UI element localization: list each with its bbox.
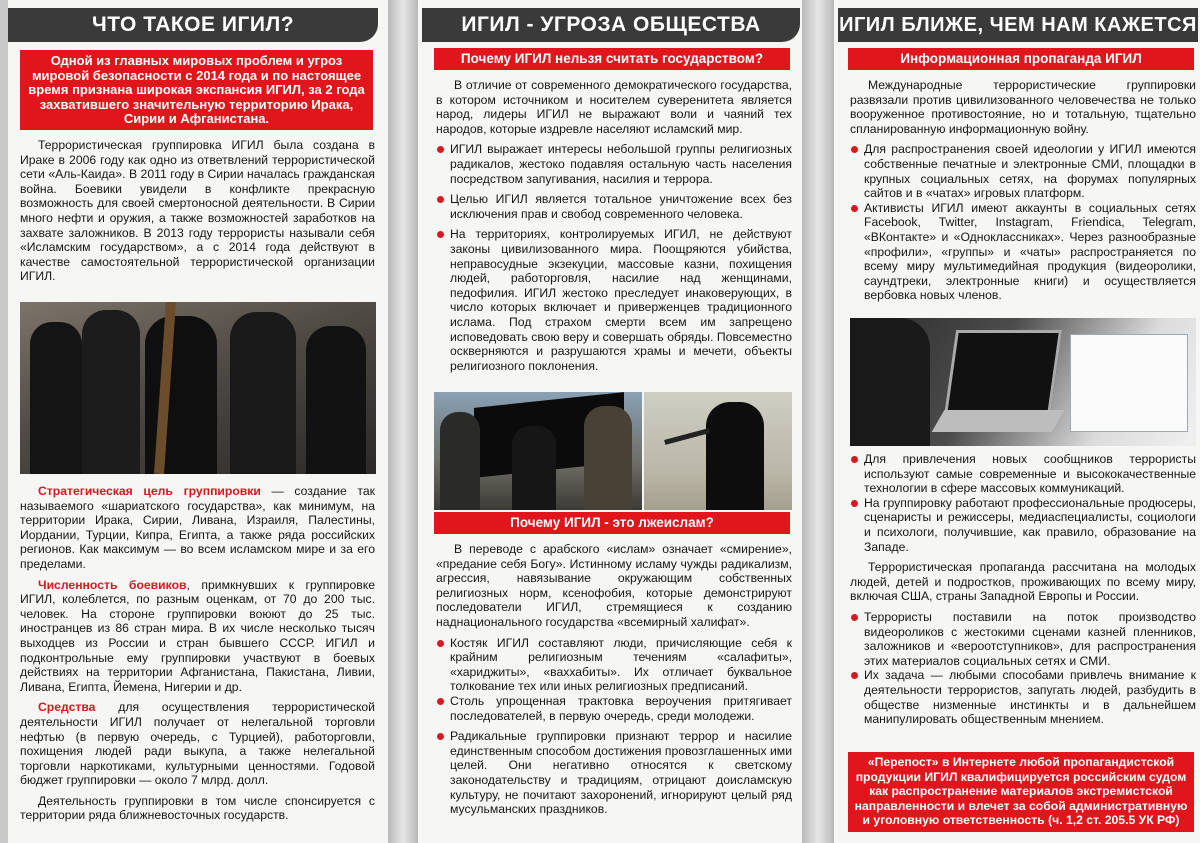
panel3-title: ИГИЛ БЛИЖЕ, ЧЕМ НАМ КАЖЕТСЯ [838,8,1198,42]
panel3-bullet-goal: Их задача — любыми способами привлечь внимание к деятельности террористов, запугать людей, разбудить в обществе низменные инстинкты и в дальнейшем манипулировать общественным мнением. [850,668,1196,726]
militants-photo [20,302,376,474]
panel2-bullet-rights: Целью ИГИЛ является тотальное уничтожение всех без исключения прав и свобод современного человека. [436,192,792,221]
panel2-bullet-radicals: ИГИЛ выражает интересы небольшой группы религиозных радикалов, жестоко подавляя остальную часть населения посредством запугивания, насилия и террора. [436,142,792,186]
panel2-bullet-territories: На территориях, контролируемых ИГИЛ, не действуют законы цивилизованного мира. Поощряются убийства, неправосудные экзекуции, массовые казни, похищения людей, работорговля, насилие над женщинами, педофилия. ИГИЛ жестоко преследует инаковерующих, в число которых включает и приверженцев традиционного ислама. Под страхом смерти всем им запрещено исповедовать свою веру и совершать обряды. Повсеместно оскверняются и разрушаются храмы и мечети, объекты религиозного поклонения. [436,227,792,373]
militant-figure-2 [82,310,140,474]
panel1-text-top [20,138,375,284]
panel2-question-false-islam: Почему ИГИЛ - это лжеислам? [434,512,790,534]
fighter-figure-3 [584,406,632,510]
bullet-icon [851,456,858,463]
laptop-propaganda-photo [850,318,1196,446]
bullet-icon [437,196,444,203]
panel3-bullet-media: Для распространения своей идеологии у ИГИЛ имеются собственные печатные и электронные СМИ, площадки в крупных социальных сетях, на форумах популярных сайтов и в «чатах» игровых платформ. [850,142,1196,200]
panel2-text-top [436,78,792,373]
funds-label: Средства [38,700,96,715]
panel2-text-bottom [436,542,792,817]
fighters-count-label: Численность боевиков [38,577,187,592]
panel1-title: ЧТО ТАКОЕ ИГИЛ? [8,8,378,42]
legal-warning-text: «Перепост» в Интернете любой пропагандистской продукции ИГИЛ квалифицируется российским судом как распространение материалов экстремистской направленности и влечет за собой административную и уголовную ответственность [854,755,1188,828]
panel2-question-state: Почему ИГИЛ нельзя считать государством? [434,48,790,70]
funds-text: для осуществления террористической деятельности ИГИЛ получает от нелегальной торговли нефтью (в первую очередь, с Турцией), работорговли, похищения людей ради выкупа, а также нелегальной торговли наркотиками, культурными ценностями. Годовой бюджет группировки — около 7 млрд. долл. [20,700,375,788]
militant-figure-5 [306,326,366,474]
panel2-paragraph-democracy: В отличие от современного демократического государства, в котором источником и носителем суверенитета является народ, лидеры ИГИЛ не выражают воли и чаяний тех народов, которые издревле населяют исламский мир. [436,78,792,136]
panel3-legal-warning [848,752,1194,832]
panel1-paragraph-sponsors: Деятельность группировки в том числе спонсируется с территории ряда ближневосточных государств. [20,793,375,823]
bullet-icon [437,733,444,740]
panel3-paragraph-target: Террористическая пропаганда рассчитана на молодых людей, детей и подростков, проживающих по всему миру, включая США, страны Западной Европы и России. [850,560,1196,604]
bullet-icon [851,614,858,621]
executioner-photo [644,392,792,510]
panel3-bullet-videos: Террористы поставили на поток производство видеороликов с жестокими сценами казней пленников, заложников и «вероотступников», для распространения этих материалов социальных сетях и СМИ. [850,610,1196,668]
panel1-intro-box: Одной из главных мировых проблем и угроз мировой безопасности с 2014 года и по настоящее время признана широкая экспансия ИГИЛ, за 2 года захватившего значительную территорию Ирака, Сирии и Афганистана. [20,50,373,130]
panel-what-is-isis [8,0,388,843]
executioner-figure [706,402,764,510]
panel3-text-bottom [850,452,1196,727]
panel-threat [418,0,802,843]
fighters-flag-photo [434,392,642,510]
panel2-paragraph-islam: В переводе с арабского «ислам» означает «смирение», «предание себя Богу». Истинному исламу чужды радикализм, агрессия, навязывание окружающим собственных религиозных норм, ксенофобия, которые демонстрируют последователи ИГИЛ, стремящиеся к созданию наднационального государства «всемирный халифат». [436,542,792,629]
panel3-subtitle: Информационная пропаганда ИГИЛ [848,48,1194,70]
bullet-icon [851,672,858,679]
browser-window [1070,334,1188,432]
strategy-text: — создание так называемого «шариатского государства», как минимум, на территории Ирака, Сирии, Ливана, Израиля, Палестины, Иордании, Турции, Кипра, Египта, а также ряда российских регионов. Как максимум — во всем исламском мире и за его пределами. [20,484,375,571]
strategy-label: Стратегическая цель группировки [38,484,261,498]
laptop-keyboard [932,410,1065,432]
panel1-paragraph-history: Террористическая группировка ИГИЛ была создана в Ираке в 2006 году как одно из ответвлений террористической сети «Аль-Каида». В 2011 году в Сирии началась гражданская война. Боевики увидели в конфликте прекрасную возможность для своей смертоносной деятельности. В Сирии много нефти и оружия, а также возможностей заработков на захвате заложников. В 2013 году террористы называли себя «Исламским государством», а с 2014 года действуют в качестве самостоятельной террористической организации ИГИЛ. [20,138,375,284]
bullet-icon [437,231,444,238]
panel3-paragraph-info-war: Международные террористические группировки развязали против цивилизованного человечества не только вооруженное противостояние, но и тотальную, тщательно спланированную информационную войну. [850,78,1196,136]
panel2-bullet-simplified: Столь упрощенная трактовка вероучения притягивает последователей, в первую очередь, среди молодежи. [436,694,792,723]
fighters-count-text: , примкнувших к группировке ИГИЛ, колеблется, по разным оценкам, от 70 до 200 тыс. человек. На стороне группировки воюют до 25 тыс. иностранцев из 86 стран мира. В их числе несколько тысяч выходцев из России и стран бывшего СССР. ИГИЛ и подконтрольные ему группировки участвуют в боевых действиях на территории Афганистана, Пакистана, Ливии, Ливана, Египта, Йемена, Нигерии и др. [20,577,376,694]
bullet-icon [851,500,858,507]
fighter-figure-1 [440,412,480,510]
knife-shape [664,428,710,445]
legal-warning-reference: (ч. 1,2 ст. 205.5 УК РФ) [1048,813,1180,828]
panel1-text-bottom [20,484,375,823]
bullet-icon [437,146,444,153]
militant-figure-1 [30,322,82,474]
laptop-screen [944,330,1062,416]
panel3-bullet-technology: Для привлечения новых сообщников террористы используют самые современные и высококачественные технологии в сфере массовых коммуникаций. [850,452,1196,496]
bullet-icon [437,698,444,705]
fold-right [802,0,834,843]
panel3-bullet-professionals: На группировку работают профессиональные продюсеры, сценаристы и режиссеры, медиаспециалисты, социологи и психологи, получившие, как правило, образование на Западе. [850,496,1196,554]
panel3-text-top [850,78,1196,303]
panel-closer-than-seems [834,0,1200,843]
bullet-icon [851,146,858,153]
militant-figure-4 [230,312,296,474]
hooded-figure [850,318,930,446]
panel3-bullet-accounts: Активисты ИГИЛ имеют аккаунты в социальных сетях Facebook, Twitter, Instagram, Friendica, Telegram, «ВКонтакте» и «Одноклассниках». Через разнообразные «профили», «группы» и «чаты» распространяется по всему миру мультимедийная продукция (видеоролики, саундтреки, электронные книги) и осуществляется вербовка новых членов. [850,201,1196,303]
bullet-icon [851,205,858,212]
bullet-icon [437,640,444,647]
fighter-figure-2 [512,426,556,510]
fold-left [388,0,418,843]
panel2-bullet-terror: Радикальные группировки признают террор и насилие единственным способом достижения провозглашенных ими целей. Они негативно относятся к светскому законодательству и традициям, отрицают доисламскую культуру, не почитают захоронений, игнорируют целый ряд мусульманских праздников. [436,729,792,817]
panel2-title: ИГИЛ - УГРОЗА ОБЩЕСТВА [422,8,800,42]
panel2-bullet-core: Костяк ИГИЛ составляют люди, причисляющие себя к крайним религиозным течениям «салафиты», «хариджиты», «ваххабиты». Их отличает буквальное толкование тех или иных религиозных предписаний. [436,636,792,694]
